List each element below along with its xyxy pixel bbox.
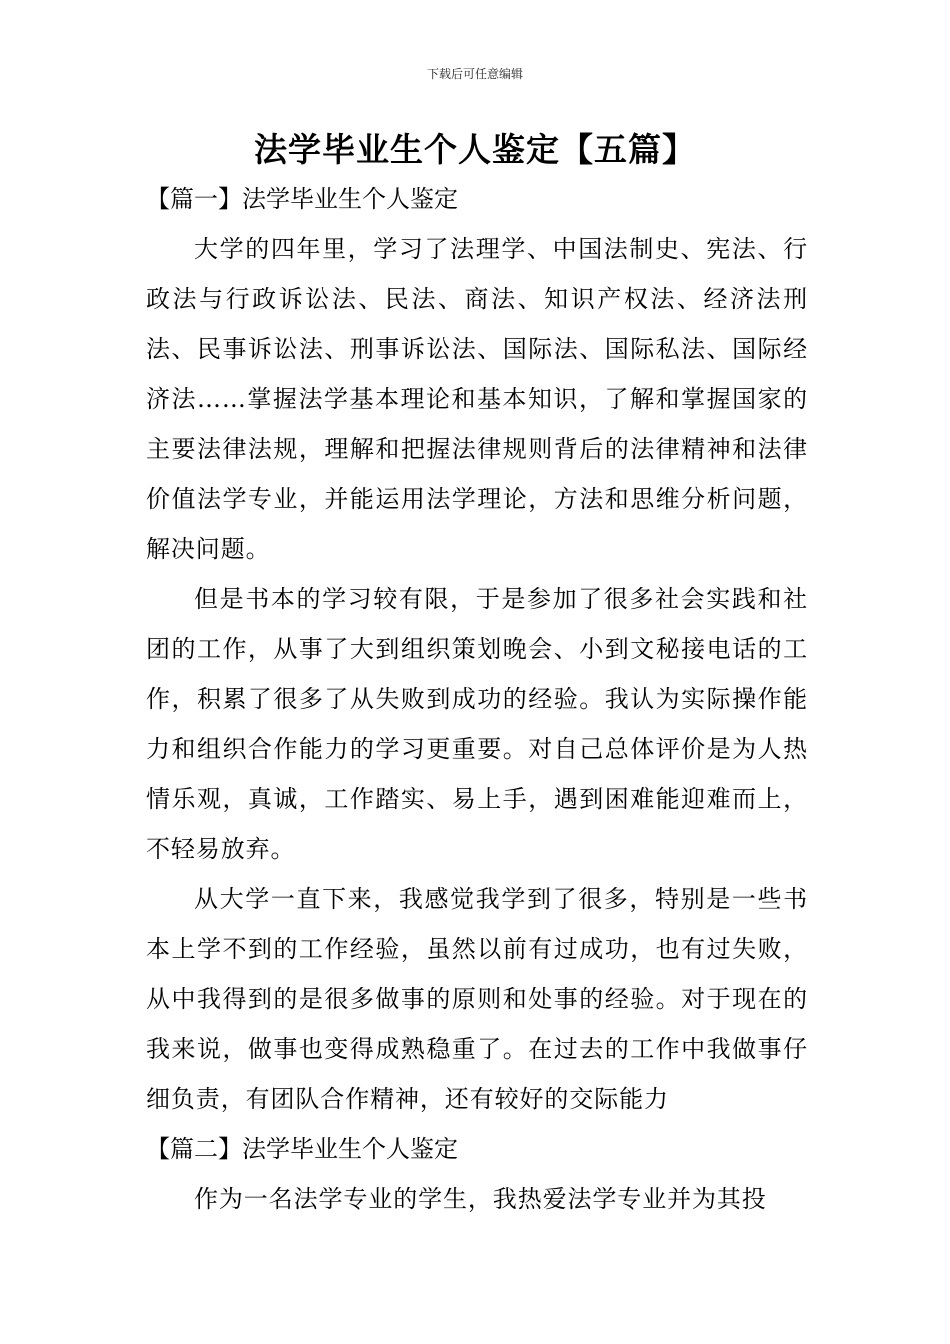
section-heading: 【篇二】法学毕业生个人鉴定 <box>146 1135 458 1163</box>
paragraph: 从大学一直下来，我感觉我学到了很多，特别是一些书本上学不到的工作经验，虽然以前有过成功，也有过失败，从中我得到的是很多做事的原则和处事的经验。对于现在的我来说，做事也变得成熟稳重了。在过去的工作中我做事仔细负责，有团队合作精神，还有较好的交际能力 <box>146 885 808 1113</box>
section-2 <box>146 1124 808 1224</box>
header-note: 下载后可任意编辑 <box>426 67 523 81</box>
section-1 <box>146 174 808 1124</box>
paragraph: 但是书本的学习较有限，于是参加了很多社会实践和社团的工作，从事了大到组织策划晚会、小到文秘接电话的工作，积累了很多了从失败到成功的经验。我认为实际操作能力和组织合作能力的学习更重要。对自己总体评价是为人热情乐观，真诚，工作踏实、易上手，遇到困难能迎难而上，不轻易放弃。 <box>146 585 808 863</box>
paragraph: 作为一名法学专业的学生，我热爱法学专业并为其投 <box>194 1185 767 1213</box>
document-title: 法学毕业生个人鉴定【五篇】 <box>254 130 696 169</box>
paragraph: 大学的四年里，学习了法理学、中国法制史、宪法、行政法与行政诉讼法、民法、商法、知识产权法、经济法刑法、民事诉讼法、刑事诉讼法、国际法、国际私法、国际经济法……掌握法学基本理论和基本知识，了解和掌握国家的主要法律法规，理解和把握法律规则背后的法律精神和法律价值法学专业，并能运用法学理论，方法和思维分析问题，解决问题。 <box>146 235 808 563</box>
section-heading: 【篇一】法学毕业生个人鉴定 <box>146 185 458 213</box>
document-body <box>146 174 808 1224</box>
